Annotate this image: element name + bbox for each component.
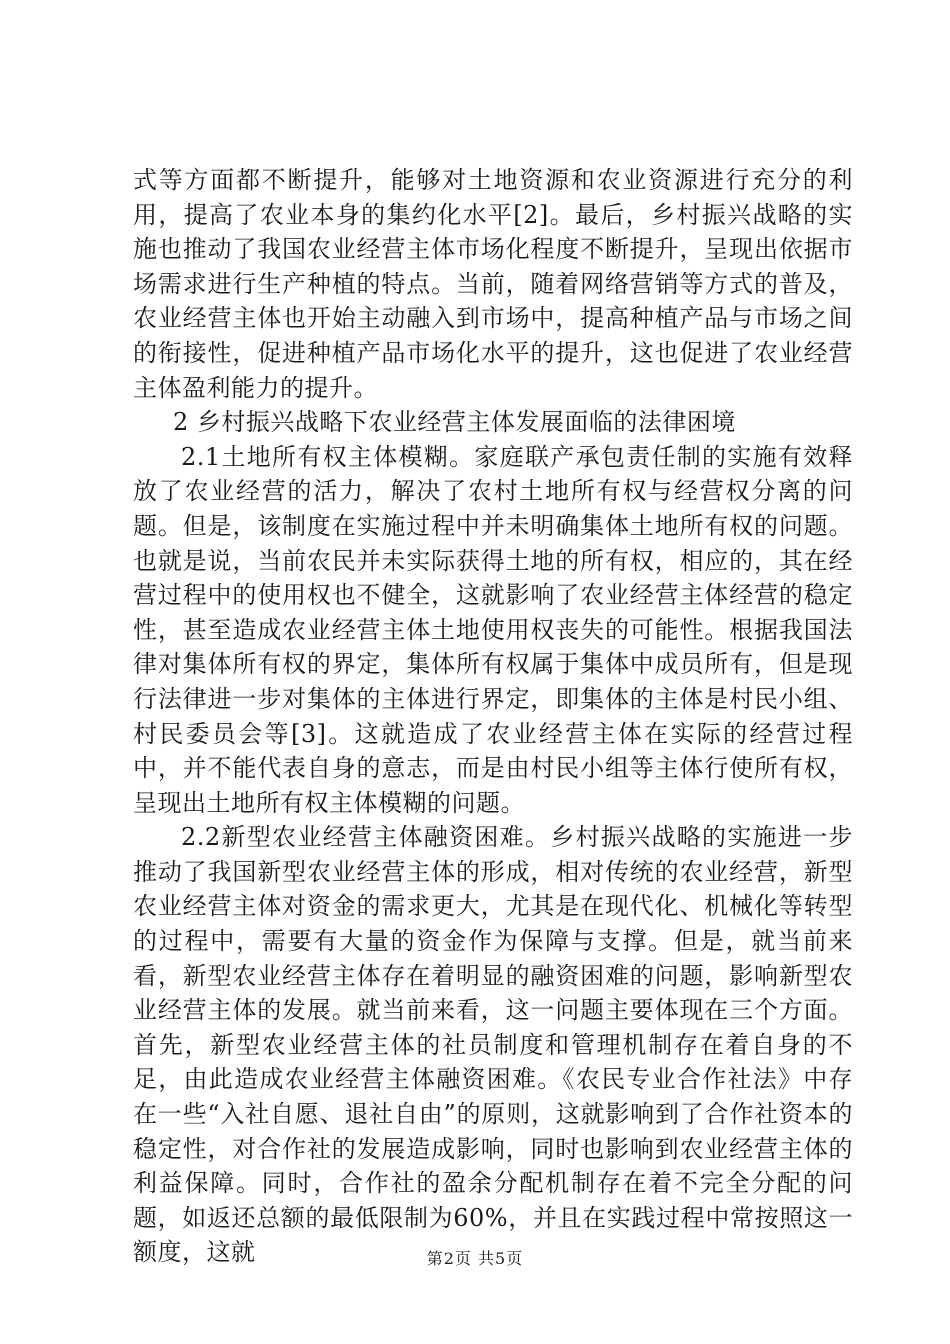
- paragraph-continuation: 式等方面都不断提升，能够对土地资源和农业资源进行充分的利用，提高了农业本身的集约化水平[2]。最后，乡村振兴战略的实施也推动了我国农业经营主体市场化程度不断提升，呈现出依据市场需求进行生产种植的特点。当前，随着网络营销等方式的普及，农业经营主体也开始主动融入到市场中，提高种植产品与市场之间的衔接性，促进种植产品市场化水平的提升，这也促进了农业经营主体盈利能力的提升。: [133, 166, 853, 402]
- paragraph-land-ownership: 2.1土地所有权主体模糊。家庭联产承包责任制的实施有效释放了农业经营的活力，解决了农村土地所有权与经营权分离的问题。但是，该制度在实施过程中并未明确集体土地所有权的问题。也就是说，当前农民并未实际获得土地的所有权，相应的，其在经营过程中的使用权也不健全，这就影响了农业经营主体经营的稳定性，甚至造成农业经营主体土地使用权丧失的可能性。根据我国法律对集体所有权的界定，集体所有权属于集体中成员所有，但是现行法律进一步对集体的主体进行界定，即集体的主体是村民小组、村民委员会等[3]。这就造成了农业经营主体在实际的经营过程中，并不能代表自身的意志，而是由村民小组等主体行使所有权，呈现出土地所有权主体模糊的问题。: [133, 442, 853, 817]
- paragraph-financing: 2.2新型农业经营主体融资困难。乡村振兴战略的实施进一步推动了我国新型农业经营主体的形成，相对传统的农业经营，新型农业经营主体对资金的需求更大，尤其是在现代化、机械化等转型的过程中，需要有大量的资金作为保障与支撑。但是，就当前来看，新型农业经营主体存在着明显的融资困难的问题，影响新型农业经营主体的发展。就当前来看，这一问题主要体现在三个方面。首先，新型农业经营主体的社员制度和管理机制存在着自身的不足，由此造成农业经营主体融资困难。《农民专业合作社法》中存在一些“入社自愿、退社自由”的原则，这就影响到了合作社资本的稳定性，对合作社的发展造成影响，同时也影响到农业经营主体的利益保障。同时，合作社的盈余分配机制存在着不完全分配的问题，如返还总额的最低限制为60%，并且在实践过程中常按照这一额度，这就: [133, 823, 853, 1267]
- document-body: [133, 163, 853, 1270]
- page-footer: 第2页 共5页: [426, 1249, 524, 1268]
- section-heading: 2 乡村振兴战略下农业经营主体发展面临的法律困境: [173, 408, 736, 437]
